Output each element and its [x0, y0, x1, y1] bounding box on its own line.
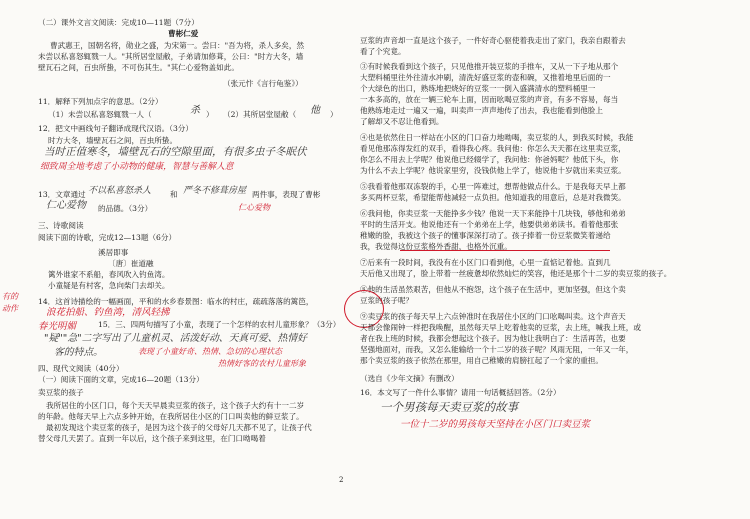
q11-item-1: （1）未尝以私喜怒辄戮一人（ [48, 110, 152, 119]
article-line: 平时的生活开支。他说他还有一个弟弟在上学，他要供弟弟读书。看着他那张 [360, 220, 619, 229]
passage-title: 曹彬仁爱 [168, 29, 199, 38]
article-line: 那个卖豆浆的孩子依然在那里，用自己稚嫩的肩膀扛起了一个家的重担。 [360, 356, 603, 365]
article-line: 看见他那冻得发红的双手，看得我心疼。我问他：你怎么天天都在这里卖豆浆， [360, 144, 626, 153]
reading1-header: （一）阅读下面的文章，完成16—20题（13分） [38, 375, 204, 384]
q13-stem-d: 的品德。（3分） [98, 204, 153, 213]
q11-item-2: （2）其所居堂屋敝（ [223, 110, 297, 119]
left-margin-note: 动作 [2, 304, 18, 313]
poem-intro: 阅读下面的诗歌，完成12—13题（6分） [38, 233, 177, 242]
q13-fill-2: 严冬不修葺房屋 [183, 186, 247, 196]
q14-answer: 浪花拍船、钓鱼湾，清风轻拂 [46, 307, 170, 318]
article-line: 天都会像闹钟一样把我唤醒，虽然每天早上吃着他卖的豆浆，去上班，喊我上班，或 [360, 323, 641, 332]
left-margin-note: 有的 [2, 292, 18, 301]
article-line: 我所居住的小区门口，每个天天早晨卖豆浆的孩子，这个孩子大约有十一二岁 [46, 401, 305, 410]
article-line: 大塑料桶里往外往清水冲刷，清洗好盛豆浆的壶和碗，又推着地里后面的一 [360, 73, 611, 82]
article-line: 的年龄。他每天早上六点多钟开始，在我所居住小区的门口叫卖他的鲜豆浆了。 [38, 412, 304, 421]
article-line: 坚强地面对，而我，又怎么能输给一个十二岁的孩子呢？风雨无阻，一年又一年， [360, 345, 634, 354]
q11-answer-2: 他 [310, 105, 320, 116]
q13-stem-a: 13．文章通过 [38, 190, 86, 199]
poem-line: 篱外谁家不系船，春风吹入钓鱼湾。 [48, 270, 170, 279]
q15-answer: "疑""急"二字写出了儿童机灵、活泼好动、天真可爱、热情好 [44, 333, 307, 344]
article-line: ⑦后来有一段时间，我没有在小区门口看到他，心里一直惦记着他。直到几 [360, 258, 611, 267]
article-line: 个大绿色的出口，熟练地把烧好的豆浆一一倒入盛满清水的塑料桶里一 [360, 84, 596, 93]
article-line: 替父母几天罢了。直到一年以后，这个孩子来到这里，在门口呦喝着 [38, 434, 266, 443]
paren-close: ） [206, 110, 214, 119]
red-underline [400, 250, 610, 251]
q11-answer-1: 杀 [190, 105, 200, 116]
q12-red-comment: 细致周全地考虑了小动物的健康，智慧与善解人意 [40, 162, 234, 172]
section4-header: 四、现代文阅读（40分） [38, 364, 124, 373]
q14-red-comment: 春光明媚 [38, 321, 77, 332]
article-line: ⑧他的生活虽然艰苦，但他从不抱怨，这个孩子在生活中，更加坚强，但这个卖 [360, 285, 626, 294]
article-line: 最初发现这个卖豆浆的孩子，是因为这个孩子的父母好几天都不见了，让孩子代 [46, 423, 312, 432]
q16-red-comment: 一位十二岁的男孩每天坚持在小区门口卖豆浆 [400, 419, 591, 430]
article-line: ⑥我问他，你卖豆浆一天能挣多少钱？他说一天下来能挣十几块钱，够他和弟弟 [360, 209, 626, 218]
poem-author: 〔唐〕崔道融 [108, 259, 154, 268]
article-source: （选自《少年文摘》有删改） [360, 374, 459, 383]
article-line: ⑨卖豆浆的孩子每天早上六点钟准时在我居住小区的门口吆喝叫卖。这个声音天 [360, 312, 626, 321]
q12-answer: 当时正值寒冬，墙壁瓦石的空隙里面，有很多虫子冬眠伏 [44, 146, 307, 158]
q11-stem: 11．解释下列加点字的意思。（2分） [38, 97, 163, 106]
article-line: 一本多高的，放在一辆三轮车上面，因而吆喝豆浆的声音，有多不容易，每当 [360, 95, 619, 104]
article-line: 了解却又不忍让他看到。 [360, 117, 444, 126]
article-line: 看了个究竟。 [360, 47, 406, 56]
article-title: 卖豆浆的孩子 [38, 388, 84, 397]
article-line: ④也是依然住日一样站在小区的门口奋力地呦喝，卖豆浆的人，到我买时候，我能 [360, 133, 634, 142]
page-number: 2 [339, 476, 344, 484]
q15-red-comment: 热情好客的农村儿童形象 [218, 359, 306, 368]
article-line: 我，我觉得这份豆浆格外香甜，也格外沉重。 [360, 242, 512, 251]
q12-stem: 12．把文中画线句子翻译成现代汉语。（3分） [38, 124, 193, 133]
q12-quote: 时方大冬，墙壁瓦石之间，百虫所蛰。 [48, 136, 178, 145]
q15-stem: 15．三、四两句描写了小童，表现了一个怎样的农村儿童形象？（3分） [98, 320, 341, 329]
article-line: 稚嫩的脸，我被这个孩子的懂事深深打动了。孩子捧着一份豆浆微笑着递给 [360, 231, 611, 240]
article-line: 你怎么不用去上学呢？他说他已经辍学了，我问他：你爸妈呢？他低下头，你 [360, 155, 619, 164]
paren-close: ） [330, 110, 338, 119]
q13-fill-3: 仁心爱物 [46, 200, 86, 211]
article-line: ⑤我看着他那双冻裂的手，心里一阵难过，想帮他做点什么。于是我每天早上都 [360, 182, 626, 191]
passage-line: 曹武惠王，国朝名将，勋业之盛，为宋第一。尝曰："吾为将，杀人多矣，然 [50, 41, 305, 50]
article-line: 豆浆的孩子呢？ [360, 296, 414, 305]
article-line: 天后他又出现了，脸上带着一丝疲惫却依然灿烂的笑容，他还是那个十二岁的卖豆浆的孩子。 [360, 269, 672, 278]
q13-stem-b: 和 [170, 190, 178, 199]
section2-header: （二）课外文言文阅读：完成10—11题（7分） [38, 18, 199, 27]
article-line: 为什么不去上学呢？他说家里穷，没钱供他上学了，他说他十岁就出来卖豆浆。 [360, 166, 626, 175]
q14-stem: 14．这首诗描绘的一幅画面，平和的水乡春景图：临水的村庄，疏疏落落的篱笆， [38, 297, 314, 306]
q16-answer: 一个男孩每天卖豆浆的故事 [380, 400, 518, 414]
poem-line: 小童疑是有村客，急向柴门去却关。 [48, 281, 170, 290]
article-line: 豆浆的声音却一直是这个孩子，一件好奇心驱使着我走出了家门，我亲自跟着去 [360, 36, 626, 45]
q15-answer: 客的特点。 [54, 347, 103, 358]
q13-stem-c: 两件事，表现了曹彬 [252, 190, 321, 199]
q15-red-comment: 表现了小童好奇、热情、急切的心理状态 [138, 347, 282, 356]
article-line: 他熟练地走过一遍又一遍，叫卖声一声声地传了出去，我也能看到他脸上 [360, 106, 603, 115]
passage-line: 未尝以私喜怒辄戮一人。"其所居堂屋敝，子弟请加修葺，公曰："时方大冬，墙 [38, 52, 304, 61]
article-line: 多买两杯豆浆，希望能帮他减轻一点负担。他知道我的用意后，总是对我微笑。 [360, 193, 626, 202]
q16-stem: 16．本文写了一件什么事情？请用一句话概括回答。（2分） [360, 388, 561, 397]
q13-fill-1: 不以私喜怒杀人 [88, 186, 152, 196]
q13-red-comment: 仁心爱物 [238, 203, 270, 212]
article-line: ③有时候我看到这个孩子，只见他推开装豆浆的手推车，又从一下子地从那个 [360, 62, 619, 71]
poem-title: 溪居即事 [98, 248, 129, 257]
passage-line: 壁瓦石之间，百虫所蛰，不可伤其生。"其仁心爱物盖如此。 [38, 63, 239, 72]
section3-header: 三、诗歌阅读 [38, 221, 84, 230]
passage-source: （张元忭《言行龟鉴》） [223, 79, 303, 88]
article-line: 者在我上班的时候，我都会想起这个孩子。因为他让我明白了：生活再苦，也要 [360, 334, 626, 343]
